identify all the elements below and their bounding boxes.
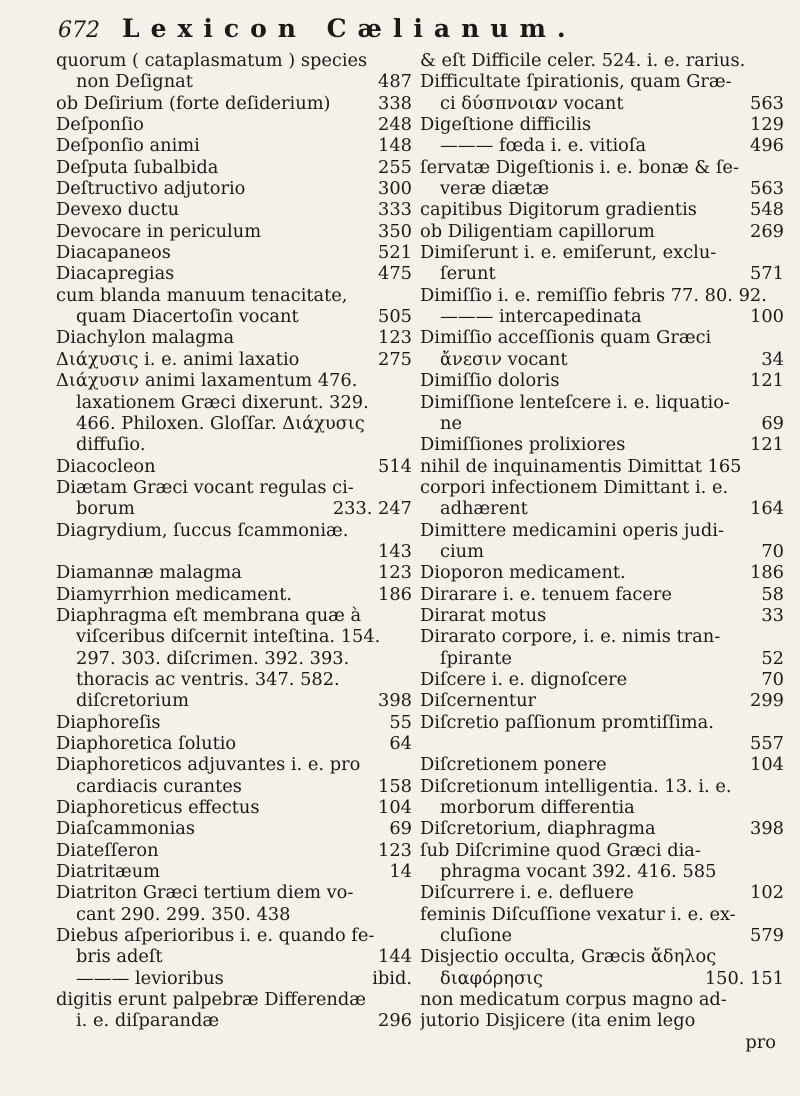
entry-text: Devocare in periculum (56, 220, 262, 242)
entry-text: nihil de inquinamentis Dimittat 165 (420, 455, 742, 477)
index-entry-line (420, 648, 784, 669)
entry-text: jutorio Disjicere (ita enim lego (420, 1010, 696, 1032)
entry-text: Dioporon medicament. (420, 562, 626, 584)
index-entry-line (420, 989, 784, 1010)
entry-text: Diſcretionum intelligentia. 13. i. e. (420, 775, 732, 797)
entry-text: ——— intercapedinata (440, 306, 642, 328)
index-entry-line (420, 456, 784, 477)
index-entry-line (56, 71, 412, 92)
index-entry-line (56, 93, 412, 114)
entry-text: Diatritæum (56, 861, 161, 883)
entry-text: capitibus Digitorum gradientis (420, 199, 697, 221)
index-entry-line (56, 840, 412, 861)
entry-text: Dirarato corpore, i. e. nimis tran- (420, 626, 721, 648)
entry-page-ref: 299 (750, 690, 784, 712)
index-entry-line (420, 690, 784, 711)
entry-page-ref: 548 (750, 199, 784, 221)
entry-page-ref: 104 (378, 797, 412, 819)
entry-text: Diaphoreſis (56, 711, 161, 733)
entry-page-ref: 496 (750, 135, 784, 157)
index-entry-line (56, 754, 412, 775)
entry-text: Diaſcammonias (56, 818, 195, 840)
entry-page-ref: 269 (750, 220, 784, 242)
index-entry-line (420, 71, 784, 92)
entry-text: Diaphoretica ſolutio (56, 733, 237, 754)
entry-text: Διάχυσιν animi laxamentum 476. (56, 370, 358, 392)
entry-text: Diacocleon (56, 455, 156, 477)
index-entry-line (420, 263, 784, 284)
entry-text: Deſputa ſubalbida (56, 156, 219, 178)
index-entry-line (56, 221, 412, 242)
entry-page-ref: 121 (750, 370, 784, 392)
entry-page-ref: 70 (761, 668, 784, 690)
index-entry-line (56, 925, 412, 946)
index-entry-line (56, 989, 412, 1010)
index-entry-line (420, 221, 784, 242)
index-entry-line (420, 626, 784, 647)
index-entry-line (56, 968, 412, 989)
entry-page-ref: 563 (750, 178, 784, 200)
entry-page-ref: 300 (378, 178, 412, 200)
index-entry-line (420, 946, 784, 967)
entry-text: ne (440, 412, 462, 434)
entry-text: cardiacis curantes (76, 775, 242, 797)
entry-text: Digeſtione difficilis (420, 114, 592, 136)
entry-text: Dimiſſio acceſſionis quam Græci (420, 327, 712, 349)
entry-text: ci δύσπνοιαν vocant (440, 92, 624, 114)
entry-text: Deſponſio animi (56, 135, 200, 157)
index-entry-line (56, 690, 412, 711)
index-entry-line (420, 797, 784, 818)
entry-page-ref: 123 (378, 839, 412, 861)
entry-page-ref: 487 (378, 71, 412, 93)
index-entry-line (56, 733, 412, 754)
page-header (58, 14, 760, 50)
entry-text: feminis Diſcuſſione vexatur i. e. ex- (420, 903, 736, 925)
right-column (420, 50, 784, 1053)
index-entry-line (56, 370, 412, 391)
index-entry-line (420, 925, 784, 946)
entry-page-ref: 143 (378, 540, 412, 562)
entry-text: Diacapaneos (56, 242, 171, 264)
index-entry-line (56, 306, 412, 327)
entry-text: cium (440, 540, 484, 562)
entry-text: Diſcurrere i. e. defluere (420, 882, 634, 904)
index-entry-line (56, 562, 412, 583)
index-entry-line (56, 669, 412, 690)
running-head: Lexicon Cælianum. (122, 14, 577, 43)
entry-text: Diagrydium, ſuccus ſcammoniæ. (56, 519, 349, 541)
entry-text: non medicatum corpus magno ad- (420, 989, 727, 1011)
entry-text: Dirarare i. e. tenuem facere (420, 583, 672, 605)
index-entry-line (56, 498, 412, 519)
entry-text: cluſione (440, 925, 513, 947)
index-entry-line (56, 263, 412, 284)
entry-page-ref: ibid. (372, 967, 412, 989)
entry-page-ref: 69 (389, 818, 412, 840)
index-entry-line (420, 199, 784, 220)
entry-page-ref: 186 (378, 583, 412, 605)
index-entry-line (420, 242, 784, 263)
entry-page-ref: 158 (378, 775, 412, 797)
index-entry-line (56, 178, 412, 199)
index-entry-line (56, 797, 412, 818)
entry-text: Dimittere medicamini operis judi- (420, 519, 724, 541)
entry-text: Deſponſio (56, 114, 144, 136)
index-entry-line (420, 413, 784, 434)
index-entry-line (56, 349, 412, 370)
index-entry-line (56, 861, 412, 882)
index-entry-line (420, 349, 784, 370)
entry-page-ref: 563 (750, 92, 784, 114)
entry-text: Diſcretionem ponere (420, 754, 607, 776)
entry-text: cum blanda manuum tenacitate, (56, 284, 348, 306)
index-entry-line (56, 520, 412, 541)
entry-page-ref: 129 (750, 114, 784, 136)
entry-text: i. e. diſparandæ (76, 1010, 220, 1032)
entry-text: Diatriton Græci tertium diem vo- (56, 882, 354, 904)
index-entry-line (420, 370, 784, 391)
entry-text: diffuſio. (76, 434, 146, 456)
entry-text: ob Diligentiam capillorum (420, 220, 655, 242)
index-entry-line (56, 946, 412, 967)
entry-text: Diamannæ malagma (56, 562, 242, 584)
index-entry-line (420, 392, 784, 413)
index-entry-line (420, 285, 784, 306)
entry-page-ref: 338 (378, 92, 412, 114)
index-entry-line (420, 114, 784, 135)
entry-text: quorum ( cataplasmatum ) species (56, 50, 368, 71)
entry-text: adhærent (440, 498, 528, 520)
entry-page-ref: 144 (378, 946, 412, 968)
entry-text: Dirarat motus (420, 604, 547, 626)
index-entry-line (56, 626, 412, 647)
index-entry-line (420, 157, 784, 178)
entry-text: Diſcere i. e. dignoſcere (420, 668, 628, 690)
entry-text: ſub Diſcrimine quod Græci dia- (420, 839, 701, 861)
entry-page-ref: 121 (750, 434, 784, 456)
entry-page-ref: 100 (750, 306, 784, 328)
index-entry-line (420, 178, 784, 199)
entry-text: Diſcernentur (420, 690, 537, 712)
entry-text: Diamyrrhion medicament. (56, 583, 293, 605)
entry-text: Diſcretio paſſionum promtiſſima. (420, 711, 714, 733)
entry-page-ref: 275 (378, 348, 412, 370)
index-entry-line (420, 306, 784, 327)
entry-text: ob Deſirium (forte deſiderium) (56, 92, 331, 114)
entry-page-ref: 571 (750, 263, 784, 285)
index-entry-line (420, 861, 784, 882)
entry-page-ref: 398 (378, 690, 412, 712)
entry-page-ref: 14 (389, 861, 412, 883)
index-entry-line (420, 135, 784, 156)
index-entry-line (56, 157, 412, 178)
entry-page-ref: 521 (378, 242, 412, 264)
entry-page-ref: 398 (750, 818, 784, 840)
index-entry-line (56, 114, 412, 135)
index-entry-line (56, 135, 412, 156)
index-entry-line (420, 584, 784, 605)
index-entry-line (56, 904, 412, 925)
entry-text: διαφόρησις (440, 967, 544, 989)
index-entry-line (56, 648, 412, 669)
index-entry-line (56, 584, 412, 605)
index-entry-line (420, 818, 784, 839)
index-entry-line (56, 199, 412, 220)
index-entry-line (420, 605, 784, 626)
entry-text: Dimiſerunt i. e. emiſerunt, exclu- (420, 242, 717, 264)
index-entry-line (420, 1032, 784, 1053)
entry-page-ref: 255 (378, 156, 412, 178)
index-entry-line (56, 605, 412, 626)
index-entry-line (420, 434, 784, 455)
index-entry-line (420, 520, 784, 541)
entry-page-ref: 70 (761, 540, 784, 562)
entry-text: veræ diætæ (440, 178, 550, 200)
entry-page-ref: 104 (750, 754, 784, 776)
entry-text: ——— fœda i. e. vitioſa (440, 135, 647, 157)
index-entry-line (420, 882, 784, 903)
entry-text: Diaphoreticus effectus (56, 797, 260, 819)
index-entry-line (420, 93, 784, 114)
entry-text: diſcretorium (76, 690, 189, 712)
index-entry-line (56, 882, 412, 903)
index-entry-line (420, 562, 784, 583)
entry-text: borum (76, 498, 135, 520)
entry-page-ref: 164 (750, 498, 784, 520)
entry-text: Diachylon malagma (56, 327, 235, 349)
entry-text: Diacapregias (56, 263, 175, 285)
index-entry-line (56, 392, 412, 413)
entry-page-ref: 64 (389, 733, 412, 754)
index-entry-line (56, 541, 412, 562)
entry-text: & eſt Difficile celer. 524. i. e. rarius. (420, 50, 746, 71)
entry-text: Disjectio occulta, Græcis ἄδηλος (420, 946, 717, 968)
entry-text: morborum differentia (440, 797, 635, 819)
entry-text: Difficultate ſpirationis, quam Græ- (420, 71, 732, 93)
entry-text: Diſcretorium, diaphragma (420, 818, 656, 840)
entry-text: viſceribus diſcernit inteſtina. 154. (76, 626, 381, 648)
index-entry-line (420, 50, 784, 71)
entry-page-ref: 33 (761, 604, 784, 626)
entry-text: phragma vocant 392. 416. 585 (440, 861, 717, 883)
index-entry-line (56, 50, 412, 71)
entry-page-ref: 233. 247 (332, 498, 412, 520)
index-entry-line (420, 498, 784, 519)
index-entry-line (56, 712, 412, 733)
entry-page-ref: 150. 151 (704, 967, 784, 989)
entry-text: ἄνεσιν vocant (440, 348, 568, 370)
index-entry-line (56, 327, 412, 348)
entry-text: cant 290. 299. 350. 438 (76, 903, 291, 925)
index-entry-line (420, 541, 784, 562)
entry-text: bris adeſt (76, 946, 163, 968)
entry-text: Diateſſeron (56, 839, 159, 861)
entry-text: pro (745, 1031, 776, 1053)
entry-page-ref: 123 (378, 327, 412, 349)
entry-text: ——— levioribus (76, 967, 224, 989)
index-entry-line (56, 776, 412, 797)
entry-page-ref: 350 (378, 220, 412, 242)
entry-text: 297. 303. diſcrimen. 392. 393. (76, 647, 350, 669)
left-column (56, 50, 412, 1032)
entry-text: Dimiſſio i. e. remiſſio febris 77. 80. 92. (420, 284, 767, 306)
index-entry-line (420, 669, 784, 690)
entry-page-ref: 248 (378, 114, 412, 136)
entry-text: 466. Philoxen. Gloſſar. Διάχυσις (76, 412, 365, 434)
entry-text: Διάχυσις i. e. animi laxatio (56, 348, 300, 370)
entry-page-ref: 296 (378, 1010, 412, 1032)
entry-text: ſervatæ Digeſtionis i. e. bonæ & ſe- (420, 156, 739, 178)
entry-text: thoracis ac ventris. 347. 582. (76, 668, 340, 690)
entry-page-ref: 514 (378, 455, 412, 477)
index-entry-line (420, 327, 784, 348)
entry-page-ref: 557 (750, 733, 784, 754)
index-entry-line (420, 733, 784, 754)
index-entry-line (56, 434, 412, 455)
index-entry-line (56, 413, 412, 434)
entry-text: Dimiſſio doloris (420, 370, 560, 392)
entry-text: non Deſignat (76, 71, 193, 93)
index-entry-line (420, 1010, 784, 1031)
index-entry-line (56, 1010, 412, 1031)
index-entry-line (56, 818, 412, 839)
page-number: 672 (58, 18, 100, 43)
entry-page-ref: 34 (761, 348, 784, 370)
index-entry-line (56, 242, 412, 263)
entry-text: digitis erunt palpebræ Differendæ (56, 989, 366, 1011)
entry-page-ref: 55 (389, 711, 412, 733)
entry-text: ſerunt (440, 263, 496, 285)
entry-text: Diaphragma eſt membrana quæ à (56, 604, 362, 626)
entry-page-ref: 52 (761, 647, 784, 669)
index-entry-line (420, 904, 784, 925)
entry-text: Diaphoreticos adjuvantes i. e. pro (56, 754, 361, 776)
entry-text: quam Diacertoſin vocant (76, 306, 299, 328)
index-entry-line (420, 840, 784, 861)
index-entry-line (420, 712, 784, 733)
entry-text: ſpirante (440, 647, 512, 669)
entry-page-ref: 148 (378, 135, 412, 157)
entry-page-ref: 475 (378, 263, 412, 285)
entry-text: Diebus aſperioribus i. e. quando fe- (56, 925, 375, 947)
entry-text: laxationem Græci dixerunt. 329. (76, 391, 369, 413)
entry-text: Devexo ductu (56, 199, 180, 221)
entry-text: corpori infectionem Dimittant i. e. (420, 476, 729, 498)
entry-page-ref: 186 (750, 562, 784, 584)
index-entry-line (56, 477, 412, 498)
index-entry-line (56, 456, 412, 477)
entry-page-ref: 102 (750, 882, 784, 904)
index-entry-line (420, 477, 784, 498)
entry-text: Dimiſſiones prolixiores (420, 434, 626, 456)
entry-page-ref: 69 (761, 412, 784, 434)
entry-page-ref: 505 (378, 306, 412, 328)
entry-page-ref: 333 (378, 199, 412, 221)
entry-text: Dimiſſione lenteſcere i. e. liquatio- (420, 391, 730, 413)
index-entry-line (420, 776, 784, 797)
index-entry-line (420, 754, 784, 775)
entry-page-ref: 579 (750, 925, 784, 947)
entry-text: Diætam Græci vocant regulas ci- (56, 476, 354, 498)
entry-text: Deſtructivo adjutorio (56, 178, 246, 200)
entry-page-ref: 58 (761, 583, 784, 605)
entry-page-ref: 123 (378, 562, 412, 584)
index-entry-line (56, 285, 412, 306)
index-entry-line (420, 968, 784, 989)
